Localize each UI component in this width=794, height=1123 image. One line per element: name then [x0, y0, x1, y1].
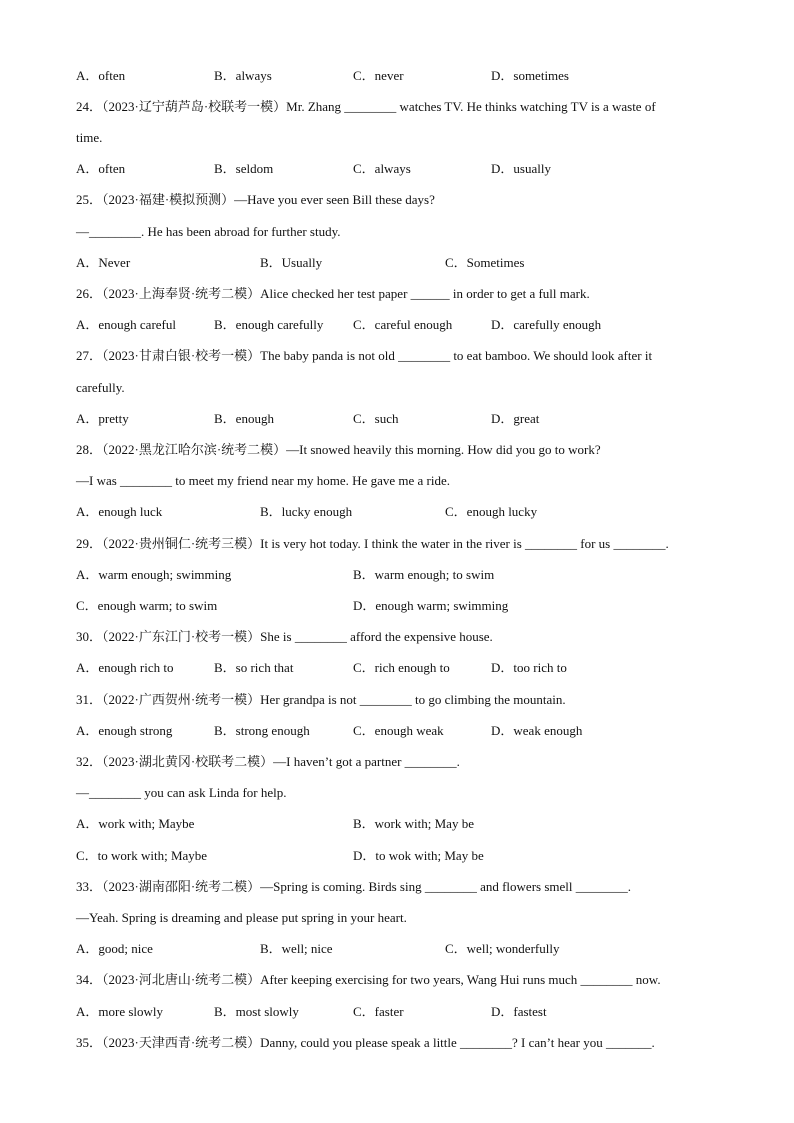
q24-stem-cont: time.	[76, 130, 103, 145]
q33-stem-cont: —Yeah. Spring is dreaming and please put spring in your heart.	[76, 910, 407, 925]
q26-option-a: A．enough careful	[76, 317, 176, 332]
q28-option-b: B．lucky enough	[260, 504, 353, 519]
q33-option-a: A．good; nice	[76, 941, 153, 956]
q26-option-d: D．carefully enough	[491, 317, 602, 332]
q26-option-b: B．enough carefully	[214, 317, 324, 332]
q32-option-c: C．to work with; Maybe	[76, 848, 208, 863]
q35-stem: 35．（2023·天津西青·统考二模）Danny, could you please speak a little ________? I can’t hear you _______.	[76, 1035, 655, 1050]
q34-option-c: C．faster	[353, 1004, 404, 1019]
q34-stem: 34．（2023·河北唐山·统考二模）After keeping exercising for two years, Wang Hui runs much ________ now.	[76, 972, 661, 987]
q24-option-a: A．often	[76, 161, 126, 176]
q31-option-b: B．strong enough	[214, 723, 310, 738]
q23-option-a: A．often	[76, 68, 126, 83]
q23-option-d: D．sometimes	[491, 68, 569, 83]
q23-option-c: C．never	[353, 68, 404, 83]
q28-stem: 28．（2022·黑龙江哈尔滨·统考二模）—It snowed heavily this morning. How did you go to work?	[76, 442, 601, 457]
q29-option-c: C．enough warm; to swim	[76, 598, 218, 613]
q25-option-c: C．Sometimes	[445, 255, 525, 270]
q24-option-b: B．seldom	[214, 161, 274, 176]
q29-stem: 29．（2022·贵州铜仁·统考三模）It is very hot today. I think the water in the river is ________ for us ________.	[76, 536, 669, 551]
q28-stem-cont: —I was ________ to meet my friend near my home. He gave me a ride.	[76, 473, 450, 488]
q27-stem: 27．（2023·甘肃白银·校考一模）The baby panda is not old ________ to eat bamboo. We should look after it	[76, 348, 653, 363]
q25-option-b: B．Usually	[260, 255, 323, 270]
q30-option-b: B．so rich that	[214, 660, 294, 675]
q33-option-b: B．well; nice	[260, 941, 333, 956]
q33-stem: 33．（2023·湖南邵阳·统考二模）—Spring is coming. Birds sing ________ and flowers smell ________.	[76, 879, 632, 894]
q28-option-a: A．enough luck	[76, 504, 163, 519]
q32-option-b: B．work with; May be	[353, 816, 474, 831]
q27-option-a: A．pretty	[76, 411, 129, 426]
q27-stem-cont: carefully.	[76, 380, 125, 395]
q27-option-b: B．enough	[214, 411, 274, 426]
q34-option-a: A．more slowly	[76, 1004, 164, 1019]
q33-option-c: C．well; wonderfully	[445, 941, 560, 956]
q27-option-c: C．such	[353, 411, 399, 426]
q26-option-c: C．careful enough	[353, 317, 453, 332]
q30-option-c: C．rich enough to	[353, 660, 450, 675]
q30-option-d: D．too rich to	[491, 660, 567, 675]
q26-stem: 26．（2023·上海奉贤·统考二模）Alice checked her test paper ______ in order to get a full mark.	[76, 286, 590, 301]
q32-stem: 32．（2023·湖北黄冈·校联考二模）—I haven’t got a partner ________.	[76, 754, 460, 769]
q29-option-b: B．warm enough; to swim	[353, 567, 495, 582]
q32-option-a: A．work with; Maybe	[76, 816, 195, 831]
q29-option-a: A．warm enough; swimming	[76, 567, 232, 582]
q29-option-d: D．enough warm; swimming	[353, 598, 509, 613]
q27-option-d: D．great	[491, 411, 540, 426]
q24-option-c: C．always	[353, 161, 411, 176]
q28-option-c: C．enough lucky	[445, 504, 538, 519]
q32-option-d: D．to wok with; May be	[353, 848, 484, 863]
q24-option-d: D．usually	[491, 161, 551, 176]
q30-option-a: A．enough rich to	[76, 660, 174, 675]
q25-stem-cont: —________. He has been abroad for further study.	[76, 224, 341, 239]
q25-option-a: A．Never	[76, 255, 131, 270]
q30-stem: 30．（2022·广东江门·校考一模）She is ________ afford the expensive house.	[76, 629, 493, 644]
q34-option-b: B．most slowly	[214, 1004, 299, 1019]
q23-option-b: B．always	[214, 68, 272, 83]
q31-stem: 31．（2022·广西贺州·统考一模）Her grandpa is not ________ to go climbing the mountain.	[76, 692, 566, 707]
q31-option-d: D．weak enough	[491, 723, 583, 738]
q31-option-a: A．enough strong	[76, 723, 173, 738]
q31-option-c: C．enough weak	[353, 723, 444, 738]
q24-stem: 24．（2023·辽宁葫芦岛·校联考一模）Mr. Zhang ________ watches TV. He thinks watching TV is a waste of	[76, 99, 656, 114]
q34-option-d: D．fastest	[491, 1004, 547, 1019]
q25-stem: 25．（2023·福建·模拟预测）—Have you ever seen Bill these days?	[76, 192, 435, 207]
q32-stem-cont: —________ you can ask Linda for help.	[76, 785, 287, 800]
